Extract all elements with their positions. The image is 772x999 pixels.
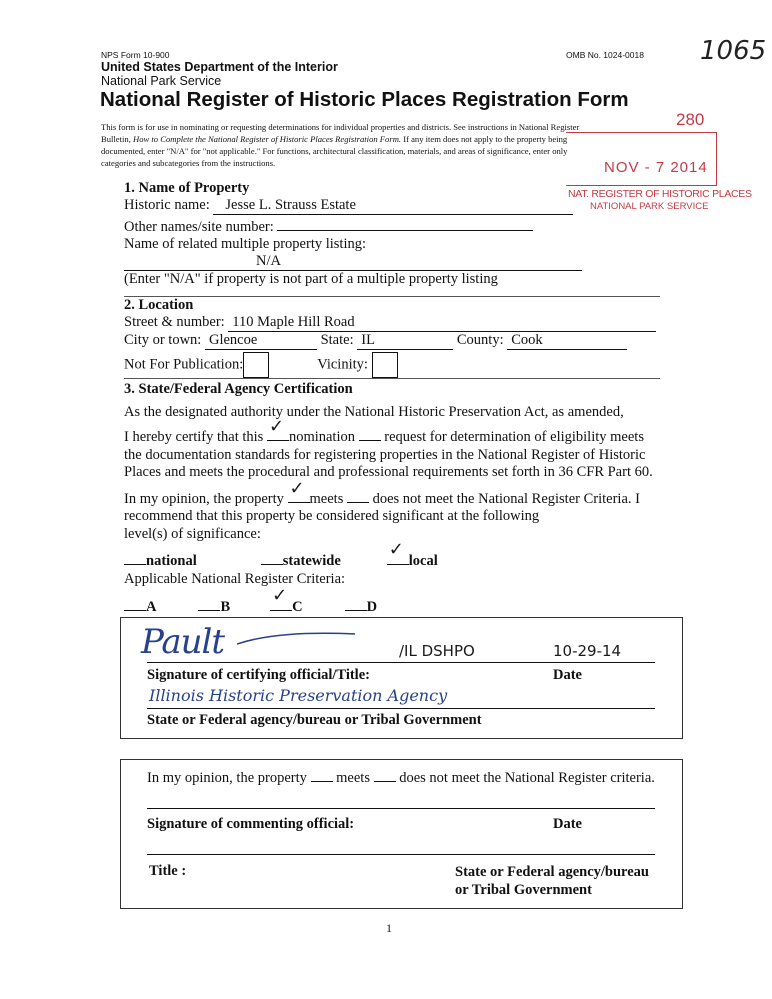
street-value: 110 Maple Hill Road [228, 314, 656, 332]
authority-statement: As the designated authority under the National Historic Preservation Act, as amended, [124, 403, 624, 420]
section1-heading: 1. Name of Property [124, 180, 250, 196]
criterion-c: C [292, 599, 303, 615]
criterion-a: A [146, 599, 157, 615]
comment-meets-option: meets [336, 770, 370, 786]
opinion-text: In my opinion, the property [124, 490, 284, 507]
not-for-publication-checkbox[interactable] [243, 352, 269, 378]
service-name: National Park Service [101, 74, 222, 88]
criterion-d: D [366, 599, 378, 615]
vicinity-checkbox[interactable] [372, 352, 398, 378]
check-mark-meets: ✓ [289, 477, 305, 499]
divider-2 [124, 378, 660, 379]
comment-signature-line [147, 808, 655, 809]
criterion-b: B [220, 599, 231, 615]
comment-opinion-text: In my opinion, the property [147, 770, 307, 786]
agency-line [147, 708, 655, 709]
criteria-label: Applicable National Register Criteria: [124, 570, 346, 587]
section1 [124, 180, 604, 288]
department-name: United States Department of the Interior [101, 60, 338, 74]
historic-name-value: Jesse L. Strauss Estate [213, 197, 573, 215]
city-label: City or town: [124, 332, 202, 348]
meets-option: meets [309, 490, 344, 507]
certification-box [120, 617, 683, 739]
stamp-number: 280 [676, 110, 705, 129]
stamp-register-line: NAT. REGISTER OF HISTORIC PLACES [568, 188, 752, 200]
comment-meets-blank[interactable] [311, 767, 333, 782]
stamp-date: NOV - 7 2014 [604, 159, 708, 176]
agency-label: State or Federal agency/bureau or Tribal Government [147, 712, 482, 728]
related-listing-value: N/A [124, 253, 582, 271]
other-names-label: Other names/site number: [124, 219, 274, 235]
date-label: Date [553, 667, 582, 683]
level-statewide: statewide [282, 553, 341, 569]
level-national: national [146, 553, 197, 569]
handwritten-corner-number: 1065 [700, 36, 767, 66]
does-not-meet-option: does not meet the National Register Criteria. I [372, 490, 640, 507]
section2-heading: 2. Location [124, 297, 194, 313]
comment-signature-label: Signature of commenting official: [147, 816, 355, 832]
comment-date-label: Date [553, 816, 582, 832]
recommend-text: recommend that this property be considered significant at the following [124, 508, 540, 524]
comment-does-not-meet-option: does not meet the National Register criteria. [399, 770, 655, 786]
comment-title-line [147, 854, 655, 855]
signature-handwritten: Pault [141, 622, 225, 662]
comment-does-not-meet-blank[interactable] [374, 767, 396, 782]
comment-title-label: Title : [149, 863, 187, 879]
commenting-box [120, 759, 683, 909]
request-blank [359, 426, 381, 441]
omb-number: OMB No. 1024-0018 [566, 50, 644, 60]
historic-name-label: Historic name: [124, 197, 210, 213]
does-not-meet-blank [347, 488, 369, 503]
level-local: local [408, 553, 438, 569]
check-mark-local: ✓ [388, 539, 404, 560]
not-for-publication-label: Not For Publication: [124, 356, 244, 373]
certify-line-2: the documentation standards for registering properties in the National Register of Historic [124, 446, 646, 463]
related-listing-note: (Enter "N/A" if property is not part of a multiple property listing [124, 271, 498, 287]
city-value: Glencoe [205, 332, 317, 350]
street-label: Street & number: [124, 314, 225, 330]
page-number: 1 [386, 921, 392, 935]
vicinity-label: Vicinity: [317, 356, 368, 373]
check-mark-criterion-c: ✓ [272, 585, 288, 606]
related-listing-label: Name of related multiple property listing: [124, 236, 367, 252]
county-label: County: [456, 332, 504, 348]
stamp-service-line: NATIONAL PARK SERVICE [590, 201, 709, 212]
state-label: State: [320, 332, 354, 348]
certify-text: I hereby certify that this [124, 429, 264, 445]
page-title: National Register of Historic Places Registration Form [100, 88, 629, 111]
signature-label: Signature of certifying official/Title: [147, 667, 370, 683]
date-handwritten: 10-29-14 [553, 642, 622, 660]
form-number: NPS Form 10-900 [101, 50, 170, 60]
certify-line-3: Places and meets the procedural and professional requirements set forth in 36 CFR Part 60. [124, 464, 653, 480]
section3 [124, 381, 684, 617]
county-value: Cook [507, 332, 627, 350]
levels-label: level(s) of significance: [124, 525, 261, 542]
instructions-text: This form is for use in nominating or requesting determinations for individual properties and districts. See instructions in National Register Bulletin, How to Complete the National Register of Historic Places Registration Form. If any item does not apply to the property being documented, enter "N/A" for "not applicable." For functions, architectural classification, materials, and areas of significance, enter only categories and subcategories from the instructions. [101, 122, 580, 168]
agency-handwritten: Illinois Historic Preservation Agency [149, 686, 448, 705]
request-option: request for determination of eligibility meets [384, 429, 644, 445]
signature-flourish [237, 630, 357, 650]
state-value: IL [357, 332, 453, 350]
signature-line [147, 662, 655, 663]
other-names-value [277, 215, 533, 231]
section2 [124, 297, 664, 378]
section3-heading: 3. State/Federal Agency Certification [124, 381, 353, 397]
check-mark-nomination: ✓ [268, 416, 285, 437]
nomination-option: nomination [288, 429, 355, 445]
comment-agency-label: State or Federal agency/bureau or Tribal Government [455, 864, 649, 898]
title-handwritten: /IL DSHPO [399, 642, 475, 660]
